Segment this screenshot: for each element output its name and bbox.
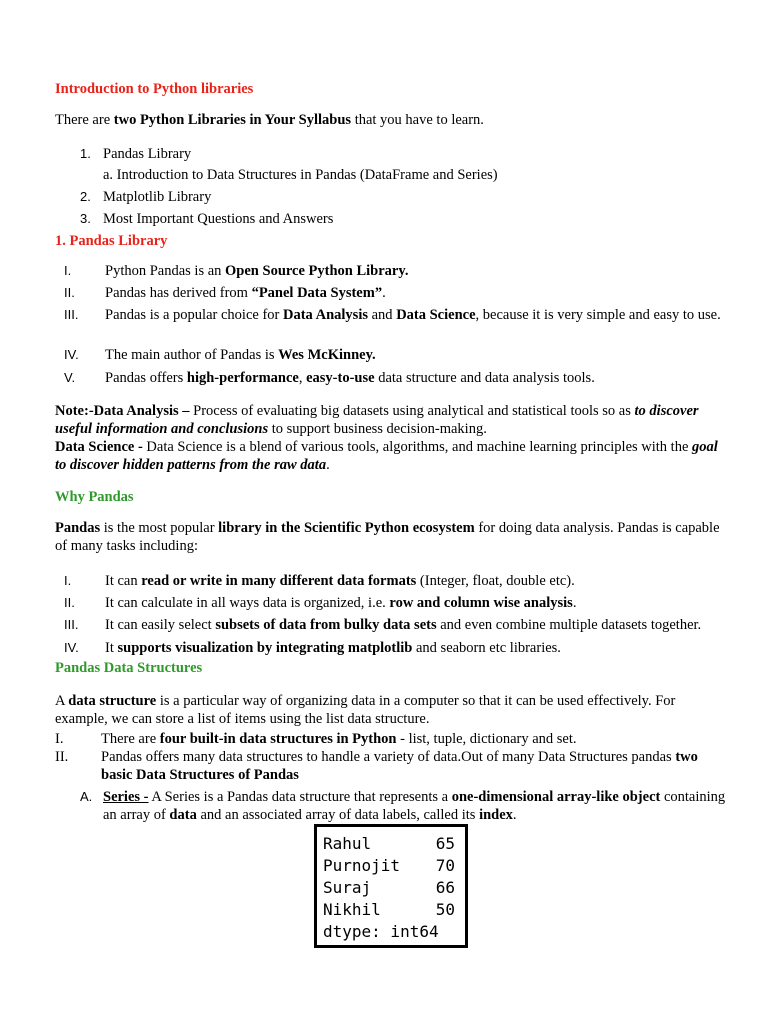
why-item: IV. It supports visualization by integrating matplotlib and seaborn etc libraries. <box>64 640 561 656</box>
why-item: III. It can easily select subsets of data from bulky data sets and even combine multiple datasets together. <box>64 617 702 633</box>
why-item: II. It can calculate in all ways data is organized, i.e. row and column wise analysis. <box>64 595 577 611</box>
series-row: Rahul 65 <box>323 834 455 853</box>
series-row: Purnojit 70 <box>323 856 455 875</box>
toc-item-3: 3. Most Important Questions and Answers <box>80 211 334 227</box>
why-pandas-title: Why Pandas <box>55 489 134 505</box>
toc-item-1: 1. Pandas Library <box>80 146 192 162</box>
pandas-item: IV. The main author of Pandas is Wes McKinney. <box>64 347 376 363</box>
pandas-section-title: 1. Pandas Library <box>55 233 168 249</box>
pandas-item: I. Python Pandas is an Open Source Python Library. <box>64 263 409 279</box>
series-dtype: dtype: int64 <box>323 922 439 941</box>
ds-item-ii: II. Pandas offers many data structures to handle a variety of data.Out of many Data Structures pandas two basic Data Structures of Pandas <box>55 749 698 783</box>
ds-item-a-series: A. Series - A Series is a Pandas data structure that represents a one-dimensional array-like object containing an array of data and an associated array of data labels, called its index. <box>80 789 726 823</box>
toc-subitem-a: a. Introduction to Data Structures in Pandas (DataFrame and Series) <box>103 167 498 183</box>
series-row: Nikhil 50 <box>323 900 455 919</box>
intro-sentence: There are two Python Libraries in Your Syllabus that you have to learn. <box>55 112 484 128</box>
series-row: Suraj 66 <box>323 878 455 897</box>
pandas-item: III. Pandas is a popular choice for Data Analysis and Data Science, because it is very simple and easy to use. <box>64 307 721 323</box>
data-structures-title: Pandas Data Structures <box>55 660 203 676</box>
data-structures-paragraph: A data structure is a particular way of organizing data in a computer so that it can be used effectively. For example, we can store a list of items using the list data structure. <box>55 693 676 727</box>
ds-item-i: I. There are four built-in data structures in Python - list, tuple, dictionary and set. <box>55 731 577 747</box>
intro-title: Introduction to Python libraries <box>55 81 254 97</box>
note-paragraph: Note:-Data Analysis – Process of evaluating big datasets using analytical and statistical tools so as to discover useful information and conclusions to support business decision-making. Data Science - Data Science is a blend of various tools, algorithms, and machine learning principles with the goal to discover hidden patterns from the raw data. <box>55 403 718 473</box>
pandas-item: II. Pandas has derived from “Panel Data System”. <box>64 285 386 301</box>
why-item: I. It can read or write in many different data formats (Integer, float, double etc). <box>64 573 575 589</box>
pandas-item: V. Pandas offers high-performance, easy-to-use data structure and data analysis tools. <box>64 370 595 386</box>
series-output-box <box>314 824 468 948</box>
why-pandas-paragraph: Pandas is the most popular library in the Scientific Python ecosystem for doing data analysis. Pandas is capable of many tasks including: <box>55 520 720 554</box>
toc-item-2: 2. Matplotlib Library <box>80 189 212 205</box>
